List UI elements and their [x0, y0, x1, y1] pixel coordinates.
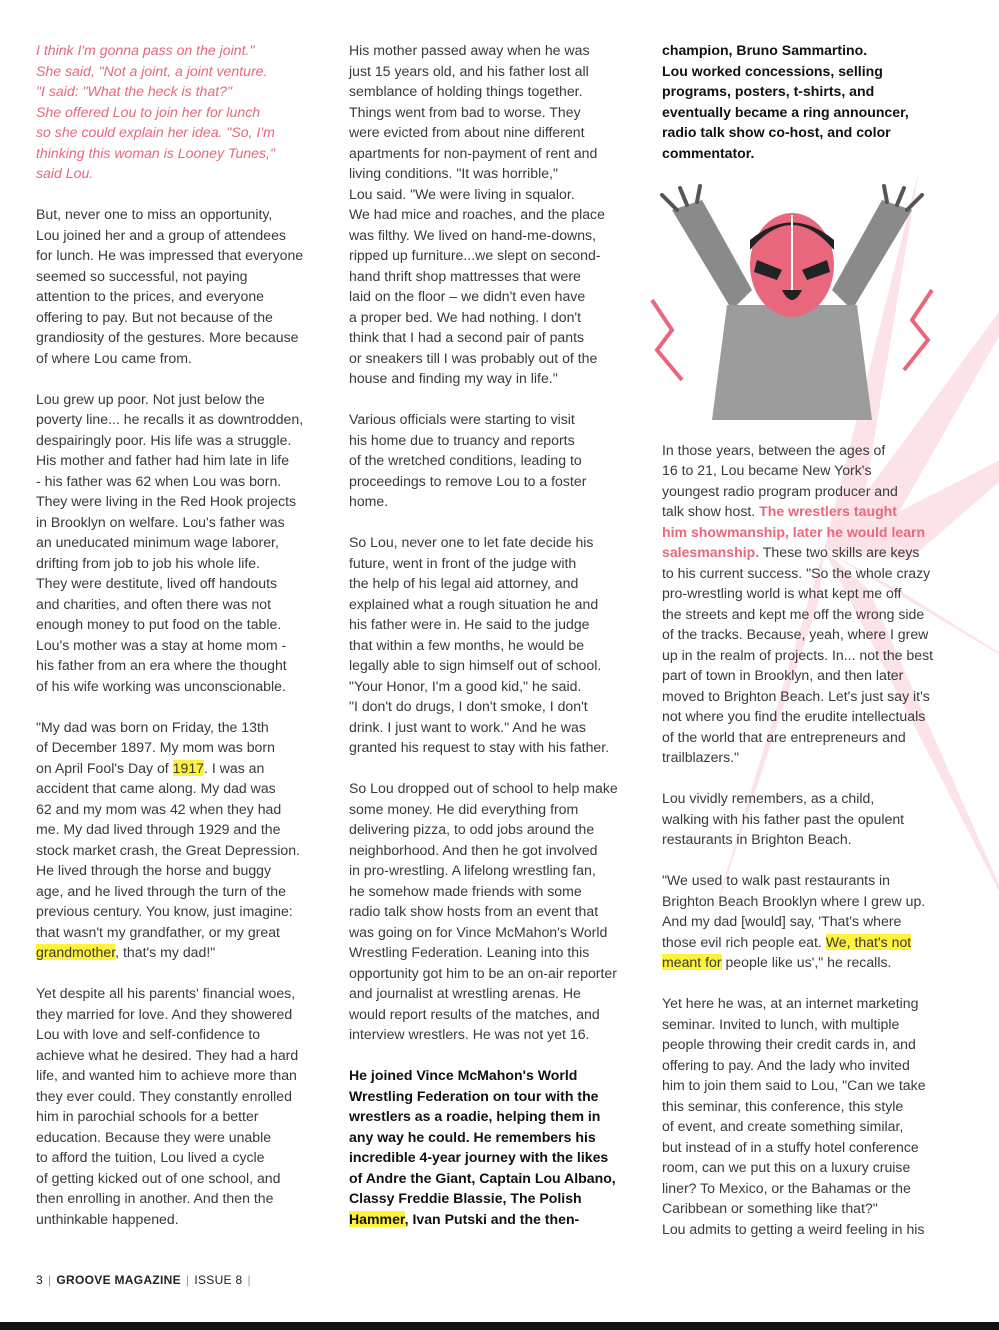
- magazine-name: GROOVE MAGAZINE: [56, 1273, 181, 1287]
- column-1: [36, 40, 328, 1250]
- bold-paragraph: He joined Vince McMahon's World Wrestling Federation on tour with the wrestlers as a roadie, helping them in any way he could. He remembers his incredible 4-year journey with the likes of Andre the Giant, Captain Lou Albano, Classy Freddie Blassie, The Polish Hammer, Ivan Putski and the then-: [349, 1067, 616, 1227]
- highlighted-text: Hammer: [349, 1210, 405, 1227]
- issue-number: ISSUE 8: [194, 1273, 243, 1287]
- column-2: [349, 40, 641, 1250]
- bottom-edge-bar: [0, 1322, 999, 1330]
- torso: [712, 305, 872, 420]
- paragraph: Yet here he was, at an internet marketing seminar. Invited to lunch, with multiple people throwing their credit cards in, and offering to pay. And the lady who invited him to join them said to Lou, "Can we take this seminar, this conference, this style of event, and create something similar, but instead of in a stuffy hotel conference room, can we put this on a luxury cruise liner? To Mexico, or the Bahamas or the Caribbean or something like that?" Lou admits to getting a weird feeling in his: [662, 995, 926, 1237]
- paragraph: Yet despite all his parents' financial woes, they married for love. And they showered Lou with love and self-confidence to achieve what he desired. They had a hard life, and wanted him to achieve more than they ever could. They constantly enrolled him in parochial schools for a better education. Because they were unable to afford the tuition, Lou lived a cycle of getting kicked out of one school, and then enrolling in another. And then the unthinkable happened.: [36, 985, 299, 1227]
- highlighted-text: meant for: [662, 954, 722, 970]
- paragraph: Various officials were starting to visit his home due to truancy and reports of the wretched conditions, leading to proceedings to remove Lou to a foster home.: [349, 411, 587, 509]
- pull-quote: I think I'm gonna pass on the joint." She said, "Not a joint, a joint venture. "I said: "What the heck is that?" She offered Lou to join her for lunch so she could explain her idea. "So, I'm thinking this woman is Looney Tunes," said Lou.: [36, 42, 275, 181]
- highlighted-text: grandmother: [36, 944, 116, 960]
- paragraph: So Lou dropped out of school to help make some money. He did everything from delivering pizza, to odd jobs around the neighborhood. And then he got involved in pro-wrestling. A lifelong wrestling fan, he somehow made friends with some radio talk show hosts from an event that was going on for Vince McMahon's World Wrestling Federation. Leaning into this opportunity got him to be an on-air reporter and journalist at wrestling arenas. He would report results of the matches, and interview wrestlers. He was not yet 16.: [349, 780, 618, 1042]
- bold-paragraph: champion, Bruno Sammartino. Lou worked concessions, selling programs, posters, t-shirts, and eventually became a ring announcer, radio talk show co-host, and color commentator.: [662, 42, 909, 161]
- paragraph: "We used to walk past restaurants in Brighton Beach Brooklyn where I grew up. And my dad [would] say, 'That's where those evil rich people eat. We, that's not meant for people like us'," he recalls.: [662, 872, 926, 970]
- paragraph: Lou vividly remembers, as a child, walking with his father past the opulent restaurants in Brighton Beach.: [662, 790, 905, 847]
- paragraph: In those years, between the ages of 16 to 21, Lou became New York's youngest radio program producer and talk show host. The wrestlers taught him showmanship, later he would learn salesmanship. These two skills are keys to his current success. "So the whole crazy pro-wrestling world is what kept me off the streets and kept me off the wrong side of the tracks. Because, yeah, where I grew up in the realm of projects. In... not the best part of town in Brooklyn, and then later moved to Brighton Beach. Let's just say it's not where you find the erudite intellectuals of the world that are entrepreneurs and trailblazers.": [662, 441, 934, 765]
- paragraph: So Lou, never one to let fate decide his future, went in front of the judge with the help of his legal aid attorney, and explained what a rough situation he and his father were in. He said to the judge that within a few months, he would be legally able to sign himself out of school. "Your Honor, I'm a good kid," he said. "I don't do drugs, I don't smoke, I don't drink. I just want to work." And he was granted his request to stay with his father.: [349, 534, 610, 755]
- highlighted-text: We, that's not: [825, 933, 912, 950]
- wrestler-image: [632, 180, 952, 420]
- luchador-mask: [750, 213, 834, 317]
- paragraph: His mother passed away when he was just 15 years old, and his father lost all semblance of holding things together. Things went from bad to worse. They were evicted from about nine different apartments for non-payment of rent and living conditions. "It was horrible," Lou said. "We were living in squalor. We had mice and roaches, and the place was filthy. We lived on hand-me-downs, ripped up furniture...we slept on second- hand thrift shop mattresses that were laid on the floor – we didn't even have a proper bed. We had nothing. I don't think that I had a second pair of pants or sneakers till I was probably out of the house and finding my way in life.": [349, 42, 605, 386]
- paragraph: Lou grew up poor. Not just below the poverty line... he recalls it as downtrodden, despairingly poor. His life was a struggle. His mother and father had him late in life - his father was 62 when Lou was born. They were living in the Red Hook projects in Brooklyn on welfare. Lou's father was an uneducated minimum wage laborer, drifting from job to job his whole life. They were destitute, lived off handouts and charities, and often there was not enough money to put food on the table. Lou's mother was a stay at home mom - his father from an era where the thought of his wife working was unconscionable.: [36, 390, 304, 694]
- paragraph: But, never one to miss an opportunity, Lou joined her and a group of attendees for lunch. He was impressed that everyone seemed so successful, not paying attention to the prices, and everyone offering to pay. But not because of the grandiosity of the gestures. More because of where Lou came from.: [36, 206, 304, 366]
- highlighted-text: 1917: [172, 759, 205, 776]
- page-number: 3: [36, 1273, 43, 1287]
- paragraph: "My dad was born on Friday, the 13th of December 1897. My mom was born on April Fool's Day of 1917. I was an accident that came along. My dad was 62 and my mom was 42 when they had me. My dad lived through 1929 and the stock market crash, the Great Depression. He lived through the horse and buggy age, and he lived through the turn of the previous century. You know, just imagine: that wasn't my grandfather, or my great grandmother, that's my dad!": [36, 718, 300, 960]
- page-footer: 3 | GROOVE MAGAZINE | ISSUE 8 |: [36, 1273, 251, 1287]
